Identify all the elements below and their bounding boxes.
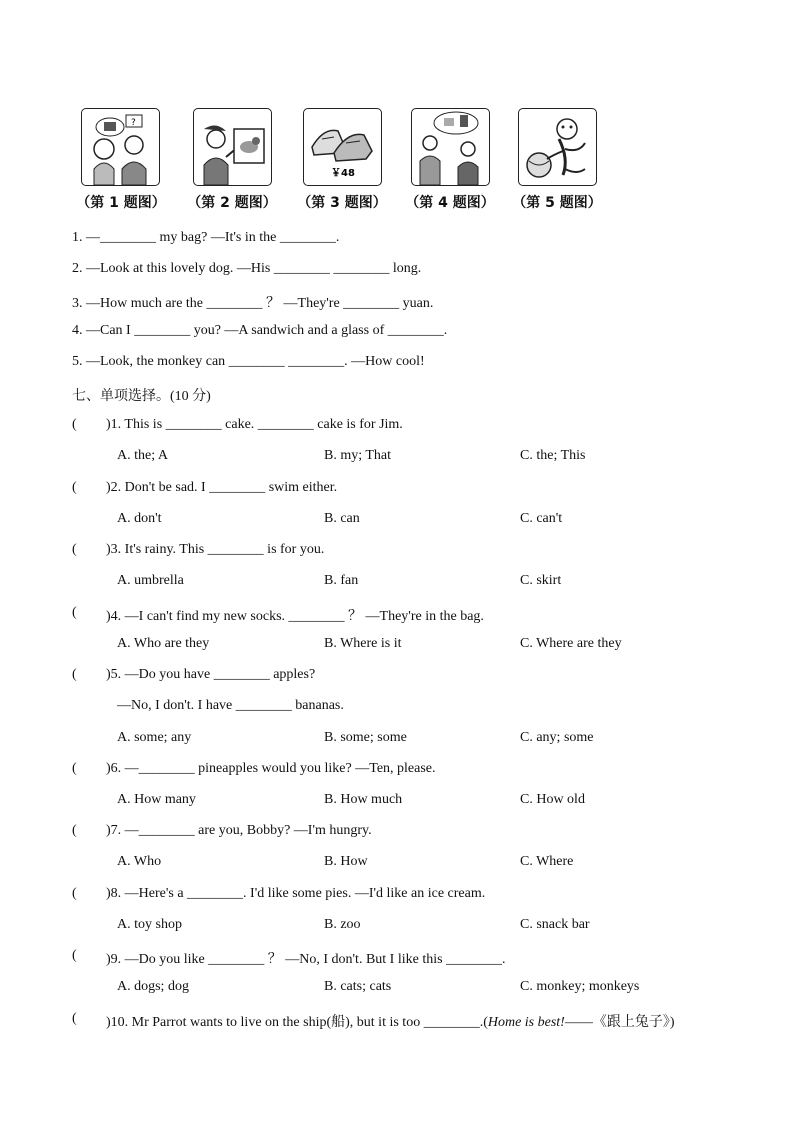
picture-strip	[72, 106, 612, 216]
section-title: 七、单项选择。(10 分)	[72, 389, 211, 404]
snack-bar-people-icon	[411, 108, 490, 186]
answer-paren: (	[72, 542, 77, 557]
question-stem: )8. —Here's a ________. I'd like some pies. —I'd like an ice cream.	[106, 886, 486, 901]
option-b: B. can	[324, 511, 360, 526]
book-title: Home is best!	[487, 1015, 565, 1030]
question-stem: )4. —I can't find my new socks. ________ ？ —They're in the bag.	[106, 609, 484, 624]
option-a: A. Who	[117, 854, 162, 869]
option-b: B. zoo	[324, 917, 361, 932]
answer-paren: (	[72, 823, 77, 838]
option-a: A. How many	[117, 792, 196, 807]
option-a: A. the; A	[117, 448, 168, 463]
option-c: C. snack bar	[520, 917, 590, 932]
fill-in-4: 4. —Can I ________ you? —A sandwich and a glass of ________.	[72, 323, 448, 338]
option-a: A. don't	[117, 511, 162, 526]
picture-caption-1: （第 1 题图）	[76, 195, 166, 211]
option-c: C. can't	[520, 511, 563, 526]
option-b: B. cats; cats	[324, 979, 392, 994]
option-a: A. umbrella	[117, 573, 184, 588]
option-c: C. any; some	[520, 730, 594, 745]
picture-caption-2: （第 2 题图）	[187, 195, 277, 211]
fill-in-5: 5. —Look, the monkey can ________ ________. —How cool!	[72, 354, 425, 369]
question-10-text: )10. Mr Parrot wants to live on the ship(船), but it is too ________.(	[106, 1015, 488, 1030]
question-stem: )3. It's rainy. This ________ is for you.	[106, 542, 325, 557]
option-c: C. monkey; monkeys	[520, 979, 640, 994]
question-stem: )6. —________ pineapples would you like? —Ten, please.	[106, 761, 436, 776]
question-stem	[106, 1011, 675, 1031]
option-b: B. Where is it	[324, 636, 402, 651]
option-b: B. fan	[324, 573, 359, 588]
picture-caption-3: （第 3 题图）	[297, 195, 387, 211]
answer-paren: (	[72, 667, 77, 682]
shoe-price-label: ￥48	[331, 168, 355, 179]
option-b: B. my; That	[324, 448, 392, 463]
fill-in-1: 1. —________ my bag? —It's in the ________.	[72, 230, 340, 245]
answer-paren: (	[72, 886, 77, 901]
option-a: A. Who are they	[117, 636, 210, 651]
bag-question-icon	[81, 108, 160, 186]
picture-caption-4: （第 4 题图）	[405, 195, 495, 211]
option-c: C. skirt	[520, 573, 562, 588]
option-b: B. some; some	[324, 730, 407, 745]
option-c: C. How old	[520, 792, 585, 807]
boy-pointing-dog-icon	[193, 108, 272, 186]
question-stem-line-2: —No, I don't. I have ________ bananas.	[117, 698, 344, 713]
answer-paren: (	[72, 417, 77, 432]
book-source: ——《跟上兔子》)	[564, 1015, 675, 1030]
option-c: C. Where are they	[520, 636, 622, 651]
option-a: A. dogs; dog	[117, 979, 189, 994]
shoes-price-icon	[303, 108, 382, 186]
option-a: A. some; any	[117, 730, 192, 745]
picture-caption-5: （第 5 题图）	[512, 195, 602, 211]
option-b: B. How much	[324, 792, 403, 807]
fill-in-2: 2. —Look at this lovely dog. —His ________ ________ long.	[72, 261, 422, 276]
option-a: A. toy shop	[117, 917, 182, 932]
question-stem: )1. This is ________ cake. ________ cake is for Jim.	[106, 417, 403, 432]
question-stem: )9. —Do you like ________ ？ —No, I don't. But I like this ________.	[106, 952, 506, 967]
answer-paren: (	[72, 761, 77, 776]
svg-text:?: ?	[131, 118, 136, 128]
fill-in-3: 3. —How much are the ________ ？ —They're ________ yuan.	[72, 296, 434, 311]
question-stem: )7. —________ are you, Bobby? —I'm hungry.	[106, 823, 372, 838]
answer-paren: (	[72, 605, 77, 620]
option-c: C. Where	[520, 854, 574, 869]
answer-paren: (	[72, 1011, 77, 1026]
option-b: B. How	[324, 854, 368, 869]
answer-paren: (	[72, 480, 77, 495]
answer-paren: (	[72, 948, 77, 963]
option-c: C. the; This	[520, 448, 586, 463]
monkey-ball-icon	[518, 108, 597, 186]
question-stem: )5. —Do you have ________ apples?	[106, 667, 316, 682]
question-stem: )2. Don't be sad. I ________ swim either.	[106, 480, 338, 495]
